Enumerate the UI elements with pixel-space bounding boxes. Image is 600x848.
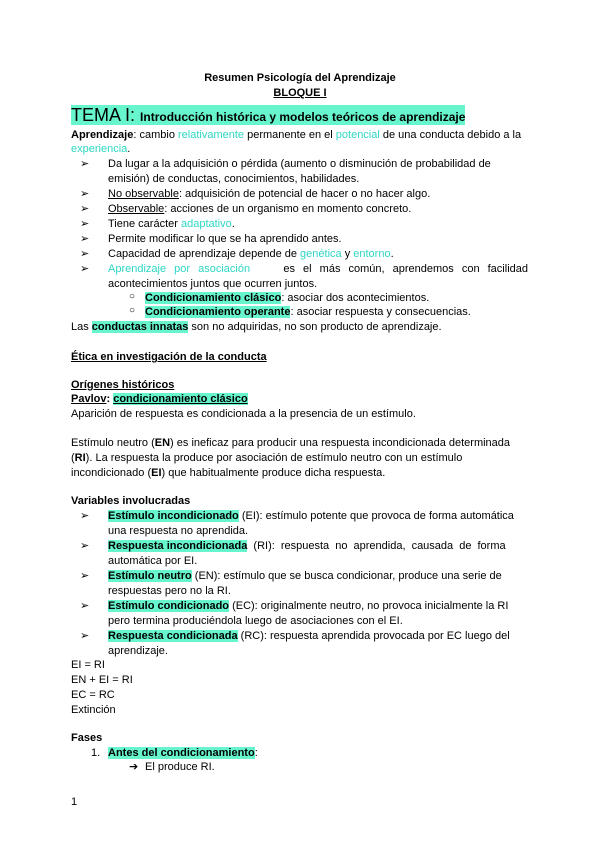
page-number: 1 bbox=[71, 796, 78, 808]
def-dot: . bbox=[127, 143, 131, 155]
variable-2-line-2: automática por EI. bbox=[108, 555, 198, 567]
innatas-post: son no adquiridas, no son producto de aprendizaje. bbox=[188, 321, 442, 333]
arrow-bullet-icon: ➢ bbox=[80, 263, 90, 275]
def-text-c: de una conducta debido a la bbox=[379, 129, 522, 141]
arrow-bullet-icon: ➢ bbox=[80, 203, 90, 215]
pavlov-colon: : bbox=[106, 393, 114, 405]
v5-text: (RC): respuesta aprendida provocada por EC luego del bbox=[237, 630, 510, 642]
formula-1: EI = RI bbox=[71, 659, 105, 671]
ei-term: Estímulo incondicionado bbox=[108, 510, 239, 522]
fase-1-colon: : bbox=[254, 747, 258, 759]
sub-bullet-operante bbox=[145, 305, 471, 319]
v1-text: (EI): estímulo potente que provoca de forma automática bbox=[238, 510, 514, 522]
formula-2: EN + EI = RI bbox=[71, 674, 133, 686]
arrow-bullet-icon: ➢ bbox=[80, 570, 90, 582]
tema-heading bbox=[71, 105, 465, 127]
arrow-right-icon: ➔ bbox=[129, 761, 139, 773]
formula-3: EC = RC bbox=[71, 689, 115, 701]
bullet-3 bbox=[108, 202, 411, 216]
estimulo-line-2 bbox=[71, 451, 528, 465]
bullet-6 bbox=[108, 247, 394, 261]
variable-1-line-2: una respuesta no aprendida. bbox=[108, 525, 249, 537]
def-text-a: : cambio bbox=[133, 129, 178, 141]
adaptativo-word: adaptativo bbox=[180, 218, 232, 230]
arrow-bullet-icon: ➢ bbox=[80, 600, 90, 612]
est-l3-b: ) que habitualmente produce dicha respuesta. bbox=[161, 467, 386, 479]
sub-bullet-clasico bbox=[145, 291, 429, 305]
circle-bullet-icon: ○ bbox=[129, 291, 136, 302]
experiencia-word: experiencia bbox=[71, 143, 128, 155]
bullet-7-line-1 bbox=[108, 262, 528, 276]
ec-term: Estímulo condicionado bbox=[108, 600, 230, 612]
est-l1-a: Estímulo neutro ( bbox=[71, 437, 155, 449]
condicionamiento-clasico-term: Condicionamiento clásico bbox=[145, 292, 282, 304]
est-l2-b: ). La respuesta la produce por asociación de estímulo neutro con un estímulo bbox=[85, 452, 463, 464]
est-l3-a: incondicionado ( bbox=[71, 467, 152, 479]
bullet-3-text: : acciones de un organismo en momento concreto. bbox=[164, 203, 412, 215]
en-term: Estímulo neutro bbox=[108, 570, 192, 582]
arrow-bullet-icon: ➢ bbox=[80, 248, 90, 260]
arrow-bullet-icon: ➢ bbox=[80, 540, 90, 552]
bullet-7-line-2: acontecimientos juntos que ocurren juntos. bbox=[108, 278, 318, 290]
fase-1 bbox=[108, 746, 258, 760]
arrow-bullet-icon: ➢ bbox=[80, 630, 90, 642]
conductas-innatas-line bbox=[71, 320, 442, 334]
potencial-word: potencial bbox=[335, 129, 380, 141]
variables-heading: Variables involucradas bbox=[71, 495, 191, 507]
tema-title: Introducción histórica y modelos teóricos de aprendizaje bbox=[140, 110, 466, 124]
entorno-word: entorno bbox=[353, 248, 391, 260]
bullet-4-text: Tiene carácter bbox=[108, 218, 181, 230]
origenes-heading: Orígenes históricos bbox=[71, 379, 175, 391]
document-title: Resumen Psicología del Aprendizaje bbox=[204, 72, 396, 84]
variable-1-line-1 bbox=[108, 509, 514, 523]
bloque-heading: BLOQUE I bbox=[273, 87, 327, 99]
estimulo-line-1 bbox=[71, 436, 528, 450]
relativamente-word: relativamente bbox=[178, 129, 245, 141]
variable-3-line-2: respuestas pero no la RI. bbox=[108, 585, 231, 597]
no-observable-term: No observable bbox=[108, 188, 179, 200]
bullet-2 bbox=[108, 187, 430, 201]
aprendizaje-definition-cont bbox=[71, 142, 130, 156]
arrow-bullet-icon: ➢ bbox=[80, 188, 90, 200]
variable-3-line-1 bbox=[108, 569, 502, 583]
arrow-bullet-icon: ➢ bbox=[80, 510, 90, 522]
v2-text: (RI): respuesta no aprendida, causada de forma bbox=[247, 540, 506, 552]
bullet-6-text: Capacidad de aprendizaje depende de bbox=[108, 248, 301, 260]
fase-1-number: 1. bbox=[91, 747, 101, 759]
v3-text: (EN): estímulo que se busca condicionar, produce una serie de bbox=[191, 570, 502, 582]
en-abbr: EN bbox=[154, 437, 171, 449]
est-l2-a: ( bbox=[71, 452, 75, 464]
observable-term: Observable bbox=[108, 203, 165, 215]
arrow-bullet-icon: ➢ bbox=[80, 158, 90, 170]
pavlov-heading bbox=[71, 392, 248, 406]
v4-text: (EC): originalmente neutro, no provoca inicialmente la RI bbox=[229, 600, 509, 612]
ri-abbr: RI bbox=[74, 452, 86, 464]
estimulo-line-3 bbox=[71, 466, 385, 480]
pavlov-name: Pavlov bbox=[71, 393, 107, 405]
circle-bullet-icon: ○ bbox=[129, 305, 136, 316]
innatas-pre: Las bbox=[71, 321, 92, 333]
def-text-b: permanente en el bbox=[244, 129, 336, 141]
genetica-word: genética bbox=[300, 248, 342, 260]
bullet-4 bbox=[108, 217, 235, 231]
pavlov-term: condicionamiento clásico bbox=[113, 393, 248, 405]
est-l1-b: ) es ineficaz para producir una respuesta incondicionada determinada bbox=[170, 437, 511, 449]
aprendizaje-asociacion-term: Aprendizaje por asociación bbox=[108, 263, 251, 275]
arrow-bullet-icon: ➢ bbox=[80, 233, 90, 245]
aprendizaje-term: Aprendizaje bbox=[71, 129, 134, 141]
tema-prefix: TEMA I: bbox=[71, 105, 136, 125]
bullet-6-dot: . bbox=[390, 248, 394, 260]
antes-condicionamiento-term: Antes del condicionamiento bbox=[108, 747, 255, 759]
etica-heading: Ética en investigación de la conducta bbox=[71, 351, 267, 363]
sub-bullet-1-text: : asociar dos acontecimientos. bbox=[281, 292, 430, 304]
aprendizaje-definition bbox=[71, 128, 521, 142]
aparicion-text: Aparición de respuesta es condicionada a la presencia de un estímulo. bbox=[71, 408, 416, 420]
bullet-5: Permite modificar lo que se ha aprendido antes. bbox=[108, 233, 342, 245]
rc-term: Respuesta condicionada bbox=[108, 630, 238, 642]
sub-bullet-2-text: : asociar respuesta y consecuencias. bbox=[290, 306, 471, 318]
variable-2-line-1 bbox=[108, 539, 506, 553]
variable-5-line-1 bbox=[108, 629, 510, 643]
variable-4-line-2: pero termina produciéndola luego de asociaciones con el EI. bbox=[108, 615, 403, 627]
formula-4: Extinción bbox=[71, 704, 116, 716]
bullet-1-line-1: Da lugar a la adquisición o pérdida (aumento o disminución de probabilidad de bbox=[108, 158, 491, 170]
ri-term: Respuesta incondicionada bbox=[108, 540, 248, 552]
bullet-7-text: es el más común, aprendemos con facilidad bbox=[283, 263, 528, 275]
fase-1-sub: El produce RI. bbox=[145, 761, 215, 773]
bullet-4-dot: . bbox=[231, 218, 235, 230]
condicionamiento-operante-term: Condicionamiento operante bbox=[145, 306, 291, 318]
arrow-bullet-icon: ➢ bbox=[80, 218, 90, 230]
bullet-2-text: : adquisición de potencial de hacer o no hacer algo. bbox=[178, 188, 431, 200]
conductas-innatas-term: conductas innatas bbox=[91, 321, 189, 333]
bullet-1-line-2: emisión) de conductas, conocimientos, habilidades. bbox=[108, 173, 360, 185]
bullet-6-y: y bbox=[341, 248, 354, 260]
variable-4-line-1 bbox=[108, 599, 508, 613]
ei-abbr: EI bbox=[151, 467, 162, 479]
variable-5-line-2: aprendizaje. bbox=[108, 645, 168, 657]
fases-heading: Fases bbox=[71, 732, 103, 744]
